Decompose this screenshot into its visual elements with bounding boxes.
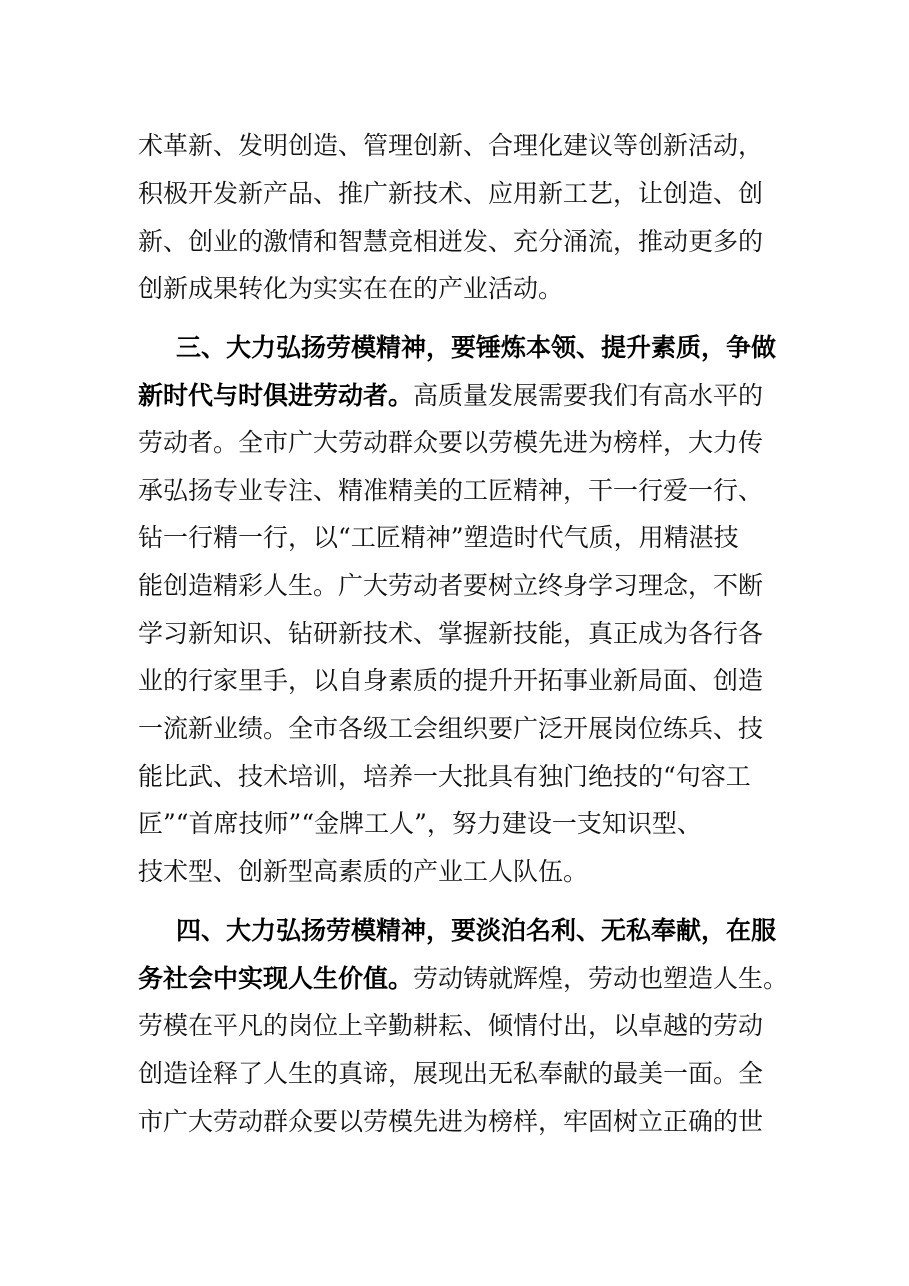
paragraph-2-line: 学习新知识、钻研新技术、掌握新技能，真正成为各行各 [138, 619, 764, 648]
paragraph-2-line: 承弘扬专业专注、精准精美的工匠精神，干一行爱一行、 [138, 476, 764, 505]
paragraph-2-line: 钻一行精一行，以“工匠精神”塑造时代气质，用精湛技 [138, 523, 739, 552]
paragraph-2-line: 一流新业绩。全市各级工会组织要广泛开展岗位练兵、技 [138, 714, 764, 743]
section-4-heading: 四、大力弘扬劳模精神，要淡泊名利、无私奉献，在服 [176, 916, 777, 945]
section-3-heading: 三、大力弘扬劳模精神，要锤炼本领、提升素质，争做 [176, 333, 777, 362]
paragraph-3-line [138, 959, 788, 999]
paragraph-2-line: 能比武、技术培训，培养一大批具有独门绝技的“句容工 [138, 762, 751, 791]
paragraph-2-line: 技术型、创新型高素质的产业工人队伍。 [138, 857, 589, 886]
paragraph-1-line: 新、创业的激情和智慧竞相迸发、充分涌流，推动更多的 [138, 227, 764, 256]
paragraph-3-text: 劳动铸就辉煌，劳动也塑造人生。 [413, 964, 789, 993]
paragraph-1-line: 术革新、发明创造、管理创新、合理化建议等创新活动， [138, 131, 764, 160]
paragraph-2-line: 劳动者。全市广大劳动群众要以劳模先进为榜样，大力传 [138, 428, 764, 457]
paragraph-2-line [138, 376, 763, 416]
paragraph-1-line: 创新成果转化为实实在在的产业活动。 [138, 274, 564, 303]
paragraph-3-line: 市广大劳动群众要以劳模先进为榜样，牢固树立正确的世 [138, 1107, 764, 1136]
paragraph-3-line: 劳模在平凡的岗位上辛勤耕耘、倾情付出，以卓越的劳动 [138, 1011, 764, 1040]
paragraph-2-text: 高质量发展需要我们有高水平的 [413, 381, 764, 410]
paragraph-2-line: 匠”“首席技师”“金牌工人”，努力建设一支知识型、 [138, 809, 702, 838]
paragraph-1-line: 积极开发新产品、推广新技术、应用新工艺，让创造、创 [138, 179, 764, 208]
paragraph-2-line: 能创造精彩人生。广大劳动者要树立终身学习理念，不断 [138, 571, 764, 600]
paragraph-2-line: 业的行家里手，以自身素质的提升开拓事业新局面、创造 [138, 666, 764, 695]
section-3-heading-end: 新时代与时俱进劳动者。 [138, 381, 414, 410]
section-4-heading-end: 务社会中实现人生价值。 [138, 964, 414, 993]
paragraph-3-line: 创造诠释了人生的真谛，展现出无私奉献的最美一面。全 [138, 1059, 764, 1088]
